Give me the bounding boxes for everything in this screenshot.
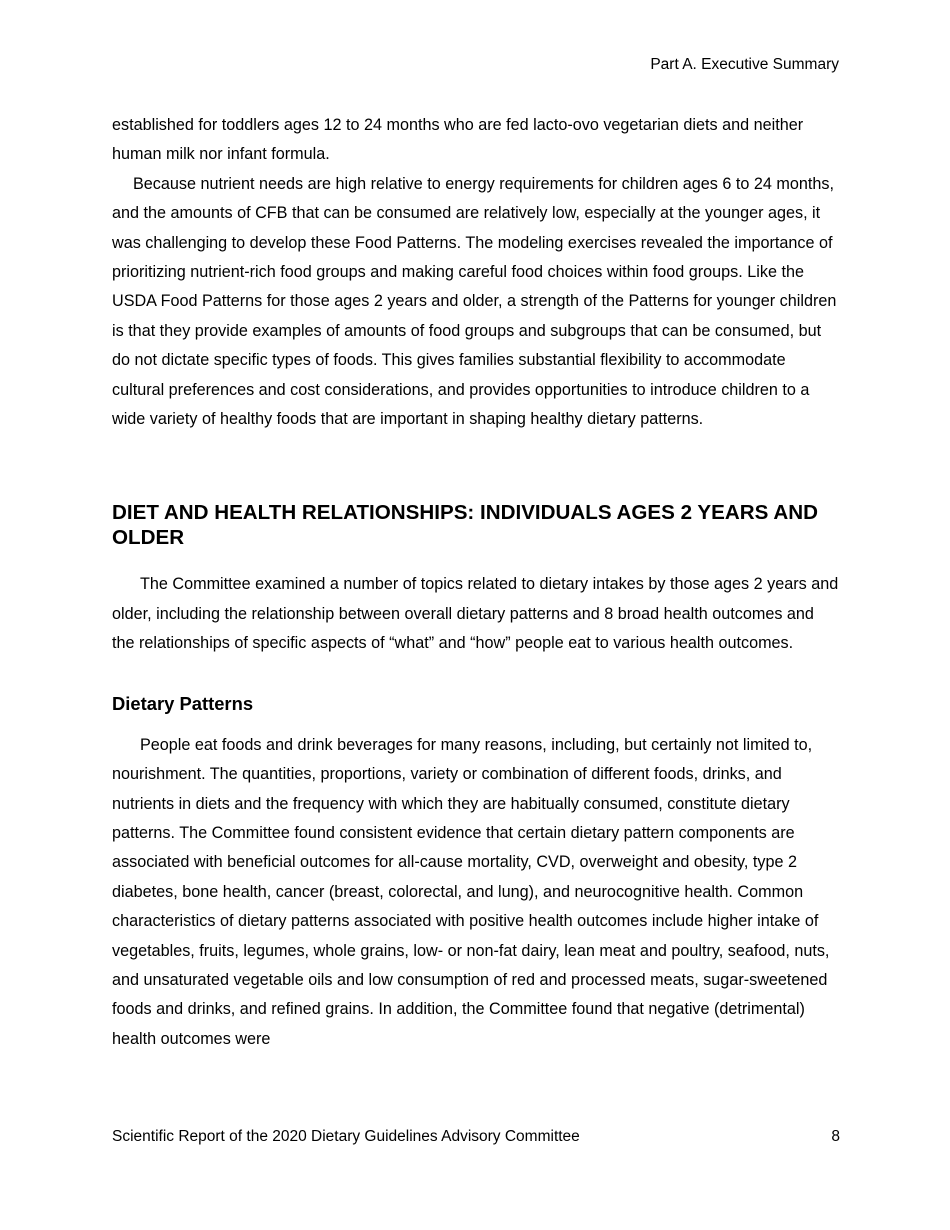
subsection-heading: Dietary Patterns — [112, 692, 254, 714]
paragraph-food-patterns: Because nutrient needs are high relative to energy requirements for children ages 6 to 24 months, and the amounts of CFB that can be consumed are relatively low, especially at the younger ages, it was challenging to develop these Food Patterns. The modeling exercises revealed the importance of prioritizing nutrient-rich food groups and making careful food choices within food groups. Like the USDA Food Patterns for those ages 2 years and older, a strength of the Patterns for younger children is that they provide examples of amounts of food groups and subgroups that can be consumed, but do not dictate specific types of foods. This gives families substantial flexibility to accommodate cultural preferences and cost considerations, and provides opportunities to introduce children to a wide variety of healthy foods that are important in shaping healthy dietary patterns. — [112, 174, 837, 429]
paragraph-continued: established for toddlers ages 12 to 24 months who are fed lacto-ovo vegetarian diets and neither human milk nor infant formula. — [112, 116, 804, 164]
page-body — [112, 111, 840, 1054]
section-heading: DIET AND HEALTH RELATIONSHIPS: INDIVIDUALS AGES 2 YEARS AND OLDER — [112, 501, 818, 550]
running-header: Part A. Executive Summary — [650, 56, 839, 73]
paragraph-committee-topics: The Committee examined a number of topics related to dietary intakes by those ages 2 years and older, including the relationship between overall dietary patterns and 8 broad health outcomes and the relationships of specific aspects of “what” and “how” people eat to various health outcomes. — [112, 575, 839, 653]
page-number: 8 — [831, 1128, 840, 1145]
paragraph-dietary-patterns: People eat foods and drink beverages for many reasons, including, but certainly not limited to, nourishment. The quantities, proportions, variety or combination of different foods, drinks, and nutrients in diets and the frequency with which they are habitually consumed, constitute dietary patterns. The Committee found consistent evidence that certain dietary pattern components are associated with beneficial outcomes for all-cause mortality, CVD, overweight and obesity, type 2 diabetes, bone health, cancer (breast, colorectal, and lung), and neurocognitive health. Common characteristics of dietary patterns associated with positive health outcomes include higher intake of vegetables, fruits, legumes, whole grains, low- or non-fat dairy, lean meat and poultry, seafood, nuts, and unsaturated vegetable oils and low consumption of red and processed meats, sugar-sweetened foods and drinks, and refined grains. In addition, the Committee found that negative (detrimental) health outcomes were — [112, 735, 830, 1048]
footer-report-title: Scientific Report of the 2020 Dietary Guidelines Advisory Committee — [112, 1128, 580, 1145]
